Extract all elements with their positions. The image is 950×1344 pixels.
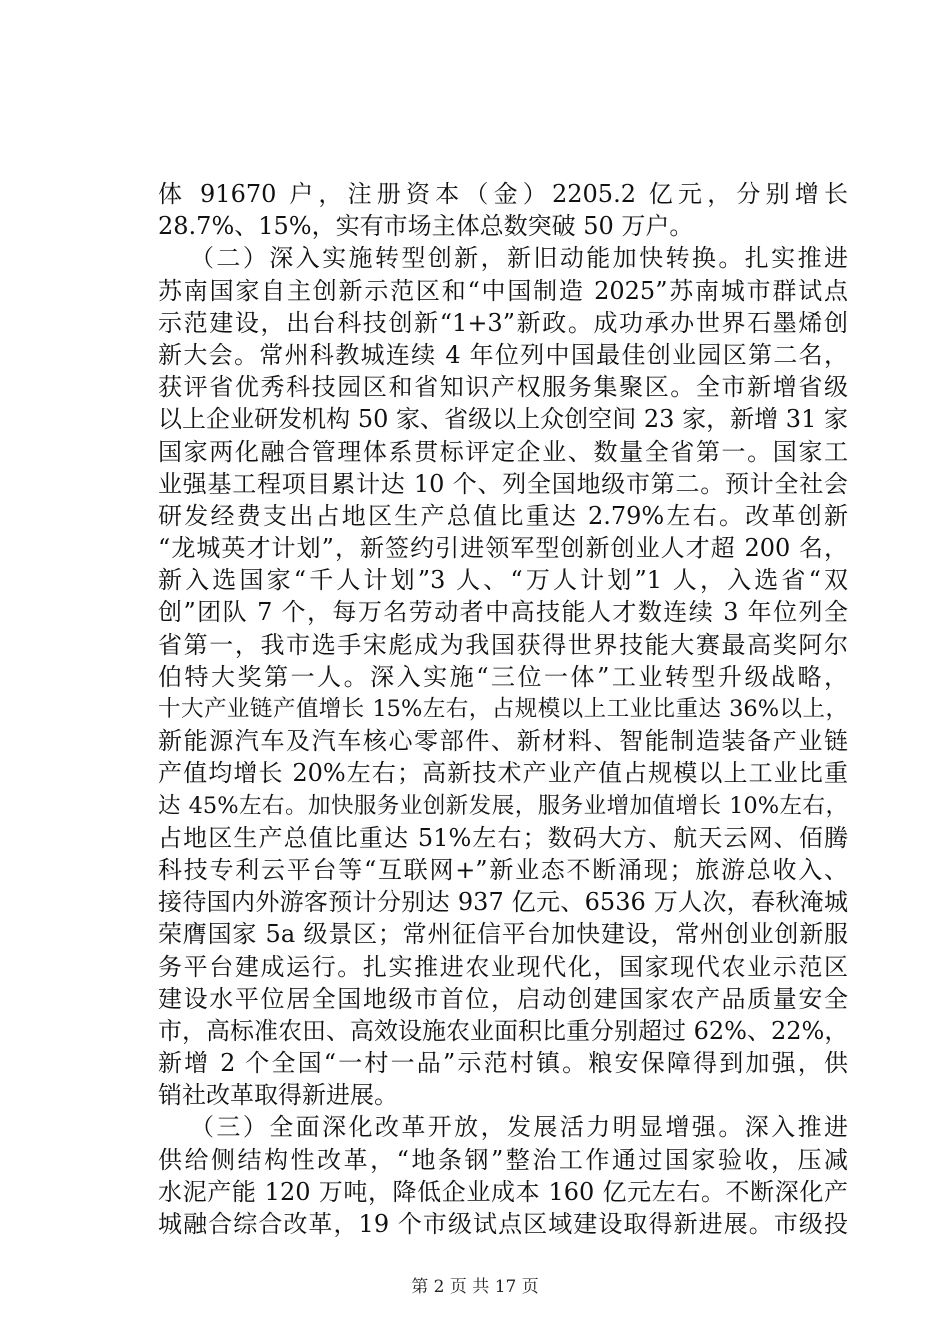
text-line: 新增 2 个全国“一村一品”示范村镇。粮安保障得到加强，供 <box>158 1049 848 1078</box>
text-line: 占地区生产总值比重达 51%左右；数码大方、航天云网、佰腾 <box>158 823 848 852</box>
text-line: 研发经费支出占地区生产总值比重达 2.79%左右。改革创新 <box>158 501 848 530</box>
text-line: 创”团队 7 个，每万名劳动者中高技能人才数连续 3 年位列全 <box>158 598 848 627</box>
text-line: 达 45%左右。加快服务业创新发展，服务业增加值增长 10%左右， <box>158 792 848 819</box>
text-line: 业强基工程项目累计达 10 个、列全国地级市第二。预计全社会 <box>158 469 848 498</box>
text-line: 接待国内外游客预计分别达 937 亿元、6536 万人次，春秋淹城 <box>158 888 848 917</box>
text-line: 新大会。常州科教城连续 4 年位列中国最佳创业园区第二名， <box>158 340 848 369</box>
text-line: 荣膺国家 5a 级景区；常州征信平台加快建设，常州创业创新服 <box>158 920 848 949</box>
text-line: 销社改革取得新进展。 <box>158 1081 398 1110</box>
text-line: 十大产业链产值增长 15%左右，占规模以上工业比重达 36%以上， <box>158 696 848 722</box>
text-line: 伯特大奖第一人。深入实施“三位一体”工业转型升级战略， <box>158 662 848 691</box>
text-line: 新入选国家“千人计划”3 人、“万人计划”1 人，入选省“双 <box>158 566 848 595</box>
text-line: 供给侧结构性改革，“地条钢”整治工作通过国家验收，压减 <box>158 1145 848 1174</box>
text-line: 科技专利云平台等“互联网+”新业态不断涌现；旅游总收入、 <box>158 855 848 884</box>
text-line: 体 91670 户，注册资本（金）2205.2 亿元，分别增长 <box>158 180 848 208</box>
text-line: 获评省优秀科技园区和省知识产权服务集聚区。全市新增省级 <box>158 373 848 402</box>
body-text <box>158 178 848 1240</box>
text-line: “龙城英才计划”，新签约引进领军型创新创业人才超 200 名， <box>158 534 848 563</box>
text-line: （二）深入实施转型创新，新旧动能加快转换。扎实推进 <box>190 244 848 273</box>
text-line: 水泥产能 120 万吨，降低企业成本 160 亿元左右。不断深化产 <box>158 1177 848 1206</box>
text-line: 城融合综合改革，19 个市级试点区域建设取得新进展。市级投 <box>158 1210 848 1238</box>
text-line: 以上企业研发机构 50 家、省级以上众创空间 23 家，新增 31 家 <box>158 405 848 434</box>
text-line: 国家两化融合管理体系贯标评定企业、数量全省第一。国家工 <box>158 437 848 466</box>
text-line: 市，高标准农田、高效设施农业面积比重分别超过 62%、22%， <box>158 1016 849 1045</box>
text-line: 新能源汽车及汽车核心零部件、新材料、智能制造装备产业链 <box>158 727 848 756</box>
text-line: 苏南国家自主创新示范区和“中国制造 2025”苏南城市群试点 <box>158 276 848 305</box>
text-line: 省第一，我市选手宋彪成为我国获得世界技能大赛最高奖阿尔 <box>158 630 848 659</box>
text-line: 28.7%、15%，实有市场主体总数突破 50 万户。 <box>158 212 694 241</box>
text-line: 产值均增长 20%左右；高新技术产业产值占规模以上工业比重 <box>158 759 848 788</box>
text-line: 示范建设，出台科技创新“1+3”新政。成功承办世界石墨烯创 <box>158 308 848 337</box>
text-line: 务平台建成运行。扎实推进农业现代化，国家现代农业示范区 <box>158 952 848 981</box>
text-line: 建设水平位居全国地级市首位，启动创建国家农产品质量安全 <box>158 984 848 1013</box>
text-line: （三）全面深化改革开放，发展活力明显增强。深入推进 <box>190 1113 848 1142</box>
page-footer: 第 2 页 共 17 页 <box>411 1277 539 1297</box>
